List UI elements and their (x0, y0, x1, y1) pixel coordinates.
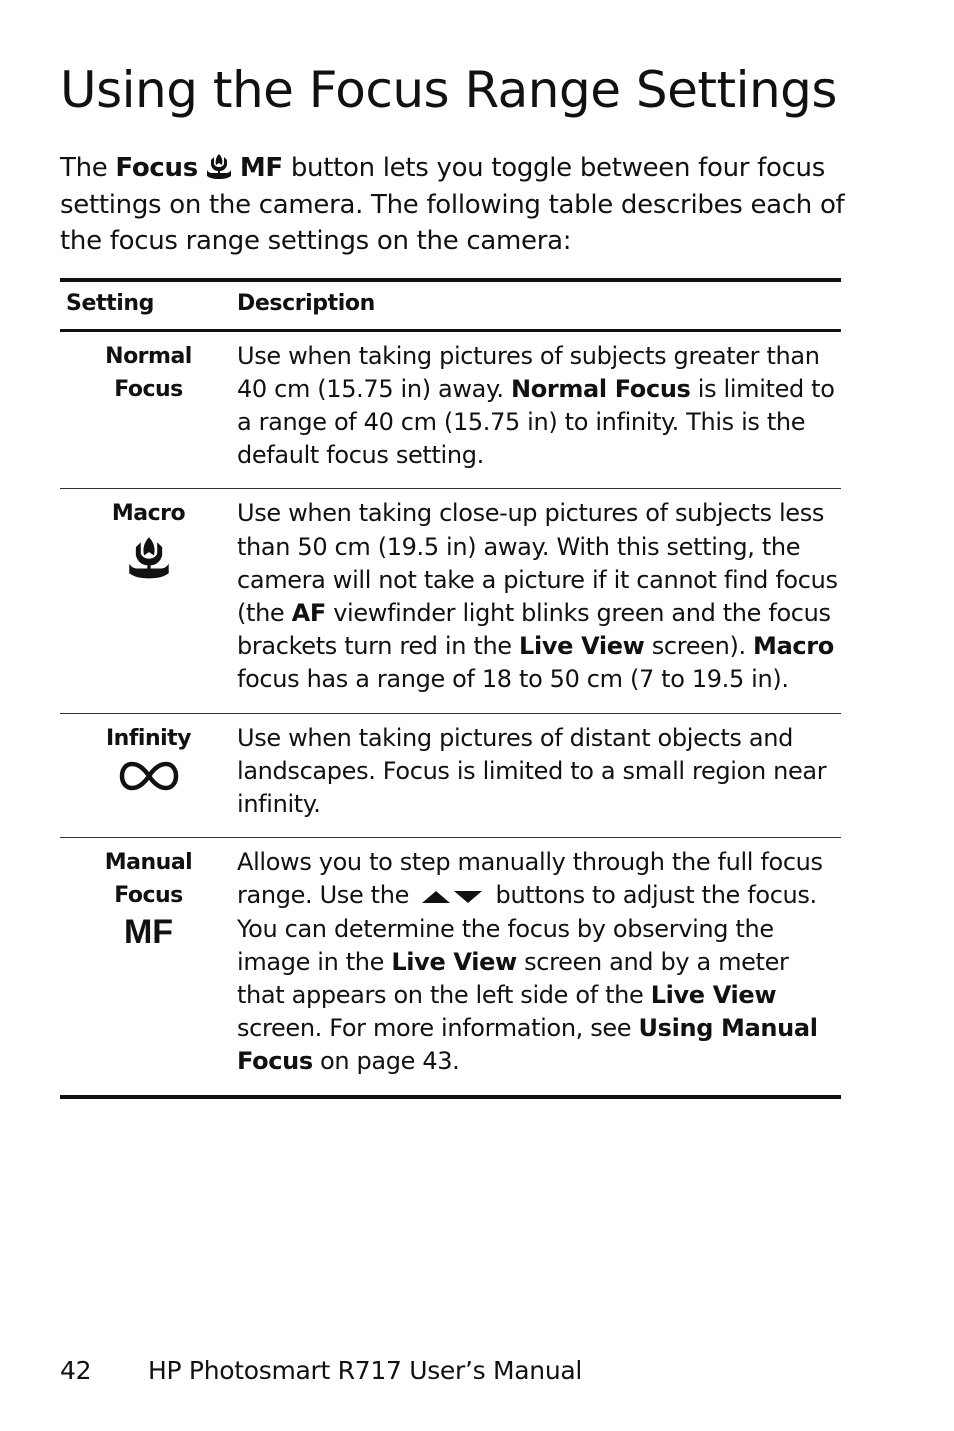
desc-text: screen. For more information, see (237, 1014, 639, 1043)
table-header-row (60, 280, 841, 330)
desc-bold: Live View (391, 947, 517, 976)
mf-button-label: MF (239, 153, 283, 183)
desc-text: buttons to adjust the focus. You can determine the focus by observing the image in the (237, 881, 817, 976)
desc-text: viewfinder light blinks green and the focus brackets turn red in the (237, 598, 831, 661)
setting-name-line1: Manual (104, 850, 193, 876)
desc-bold: Normal Focus (510, 374, 691, 403)
page-number: 42 (60, 1356, 92, 1385)
table-row-manual-focus (60, 838, 841, 1097)
header-setting: Setting (66, 291, 154, 316)
setting-manual-focus (60, 838, 237, 1097)
setting-normal-focus (60, 330, 237, 489)
intro-text-end: button lets you toggle between four focus settings on the camera. The following table describes each of the focus range settings on the camera: (60, 153, 845, 256)
up-down-arrows-icon (420, 887, 484, 907)
desc-text: screen and by a meter that appears on the left side of the (237, 947, 789, 1009)
desc-text: screen). (644, 632, 754, 661)
desc-bold: Macro (753, 632, 834, 661)
page-title: Using the Focus Range Settings (60, 61, 837, 119)
desc-text: on page 43. (312, 1047, 460, 1076)
page-footer (60, 1356, 582, 1385)
mf-icon: MF (123, 913, 174, 952)
setting-name-line1: Infinity (105, 725, 192, 751)
manual-title: HP Photosmart R717 User’s Manual (148, 1356, 583, 1385)
intro-text-start: The (60, 153, 116, 183)
table-row-normal-focus (60, 330, 841, 489)
desc-text: Use when taking pictures of subjects greater than 40 cm (15.75 in) away. (237, 341, 820, 403)
focus-button-label: Focus (115, 153, 198, 183)
macro-flower-icon (126, 534, 172, 580)
table-row-macro (60, 489, 841, 713)
desc-text: is limited to a range of 40 cm (15.75 in) to infinity. This is the default focus setting. (237, 374, 835, 470)
desc-bold: AF (291, 598, 326, 627)
desc-text: Use when taking pictures of distant objects and landscapes. Focus is limited to a small region near infinity. (237, 723, 827, 818)
desc-text: Use when taking close-up pictures of subjects less than 50 cm (19.5 in) away. With this setting, the camera will not take a picture if it cannot find focus (the (237, 499, 838, 627)
desc-text: focus has a range of 18 to 50 cm (7 to 19.5 in). (237, 665, 789, 694)
setting-name-line2: Focus (114, 883, 183, 909)
infinity-icon (119, 759, 179, 793)
desc-text: Allows you to step manually through the full focus range. Use the (237, 848, 823, 910)
setting-infinity (60, 713, 237, 838)
setting-name-line2: Focus (114, 376, 183, 402)
table-row-infinity (60, 713, 841, 838)
description-infinity (237, 713, 841, 838)
desc-bold: Live View (650, 980, 777, 1009)
setting-name-line1: Normal (105, 343, 192, 369)
desc-bold: Live View (519, 632, 645, 661)
intro-paragraph (60, 150, 850, 260)
desc-bold: Using Manual Focus (237, 1014, 818, 1076)
header-description: Description (237, 291, 375, 316)
description-macro (237, 489, 841, 713)
description-normal-focus (237, 330, 841, 489)
setting-name-line1: Macro (111, 501, 186, 527)
macro-flower-icon (206, 152, 232, 180)
description-manual-focus (237, 838, 841, 1097)
setting-macro (60, 489, 237, 713)
focus-settings-table (60, 278, 841, 1099)
